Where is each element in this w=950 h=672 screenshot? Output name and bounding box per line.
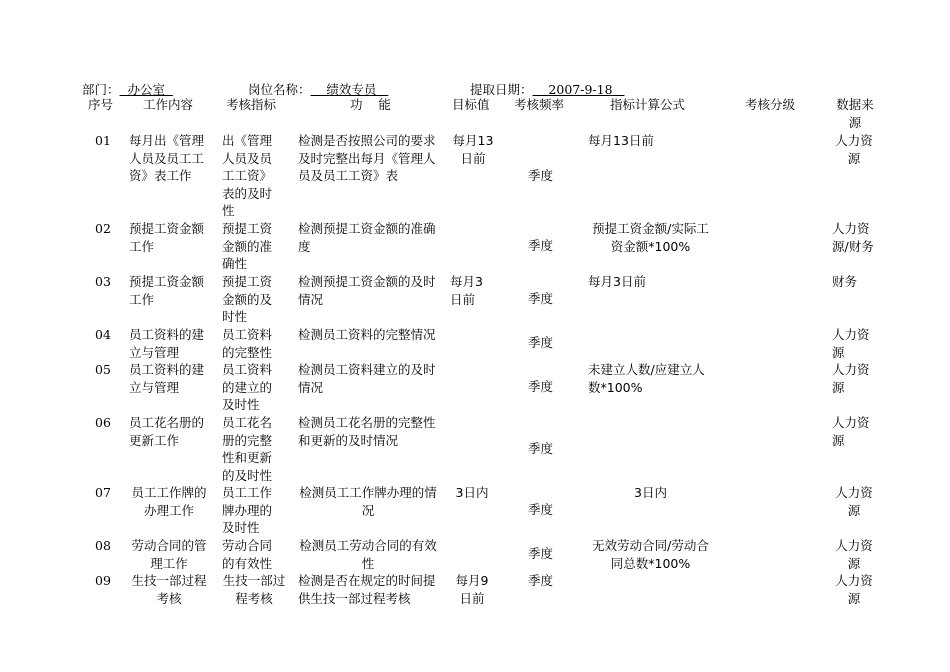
row-06-indicator: 员工花名册的完整性和更新的及时性 xyxy=(222,415,273,483)
row-08-formula: 无效劳动合同/劳动合同总数*100% xyxy=(592,538,709,571)
row-02-indicator: 预提工资金额的准确性 xyxy=(222,221,273,272)
date-value: 2007-9-18 xyxy=(532,82,625,97)
row-04-seq: 04 xyxy=(95,327,111,342)
col-header-formula: 指标计算公式 xyxy=(610,97,686,112)
row-08-source: 人力资源 xyxy=(835,538,873,571)
col-header-work: 工作内容 xyxy=(143,97,194,112)
row-02-source: 人力资源/财务 xyxy=(832,221,874,254)
row-03-target: 每月3日前 xyxy=(450,274,483,307)
row-08-freq: 季度 xyxy=(528,546,554,561)
row-03-function: 检测预提工资金额的及时情况 xyxy=(298,274,436,307)
row-03-source: 财务 xyxy=(832,274,858,289)
row-06-work: 员工花名册的更新工作 xyxy=(129,415,205,448)
col-header-function: 功 能 xyxy=(350,97,391,112)
row-04-function: 检测员工资料的完整情况 xyxy=(298,327,436,342)
row-05-work: 员工资料的建立与管理 xyxy=(129,362,205,395)
row-06-freq: 季度 xyxy=(528,441,554,456)
row-02-formula: 预提工资金额/实际工资金额*100% xyxy=(592,221,709,254)
row-05-indicator: 员工资料的建立的及时性 xyxy=(222,362,273,413)
row-04-freq: 季度 xyxy=(528,335,554,350)
row-09-source: 人力资源 xyxy=(835,573,873,606)
row-09-work: 生技一部过程考核 xyxy=(131,573,207,606)
row-07-freq: 季度 xyxy=(528,502,554,517)
row-06-seq: 06 xyxy=(95,415,111,430)
row-05-seq: 05 xyxy=(95,362,111,377)
row-07-indicator: 员工工作牌办理的及时性 xyxy=(222,485,273,536)
col-header-indicator: 考核指标 xyxy=(226,97,277,112)
row-02-seq: 02 xyxy=(95,221,111,236)
row-09-indicator: 生技一部过程考核 xyxy=(222,573,286,606)
row-05-function: 检测员工资料建立的及时情况 xyxy=(298,362,436,395)
row-04-work: 员工资料的建立与管理 xyxy=(129,327,205,360)
row-03-seq: 03 xyxy=(95,274,111,289)
row-09-function: 检测是否在规定的时间提供生技一部过程考核 xyxy=(298,573,436,606)
row-03-formula: 每月3日前 xyxy=(588,274,646,289)
col-header-freq: 考核频率 xyxy=(514,97,565,112)
row-08-function: 检测员工劳动合同的有效性 xyxy=(299,538,437,571)
row-07-source: 人力资源 xyxy=(835,485,873,518)
dept-label: 部门： xyxy=(82,82,120,97)
row-04-indicator: 员工资料的完整性 xyxy=(222,327,273,360)
row-08-seq: 08 xyxy=(95,538,111,553)
row-02-function: 检测预提工资金额的准确度 xyxy=(298,221,436,254)
row-07-function: 检测员工工作牌办理的情况 xyxy=(299,485,437,518)
row-09-freq: 季度 xyxy=(528,573,554,588)
row-05-formula: 未建立人数/应建立人数*100% xyxy=(588,362,705,395)
row-03-indicator: 预提工资金额的及时性 xyxy=(222,274,273,325)
row-07-formula: 3日内 xyxy=(634,485,667,500)
row-01-target: 每月13日前 xyxy=(452,133,494,166)
row-05-source: 人力资源 xyxy=(832,362,870,395)
col-header-seq: 序号 xyxy=(88,97,114,112)
col-header-grade: 考核分级 xyxy=(745,97,796,112)
row-08-work: 劳动合同的管理工作 xyxy=(131,538,207,571)
row-05-freq: 季度 xyxy=(528,379,554,394)
row-07-work: 员工工作牌的办理工作 xyxy=(131,485,207,518)
dept-value: 办公室 xyxy=(119,82,173,97)
row-01-seq: 01 xyxy=(95,133,111,148)
row-03-freq: 季度 xyxy=(528,291,554,306)
col-header-target: 目标值 xyxy=(452,97,490,112)
row-01-indicator: 出《管理人员及员工工资》表的及时性 xyxy=(222,133,273,219)
date-label: 提取日期： xyxy=(470,82,533,97)
row-06-source: 人力资源 xyxy=(832,415,870,448)
row-01-function: 检测是否按照公司的要求及时完整出每月《管理人员及员工工资》表 xyxy=(298,133,436,184)
row-04-source: 人力资源 xyxy=(832,327,870,360)
row-08-indicator: 劳动合同的有效性 xyxy=(222,538,273,571)
position-label: 岗位名称： xyxy=(248,82,311,97)
position-value: 绩效专员 xyxy=(310,82,389,97)
row-09-target: 每月9日前 xyxy=(455,573,489,606)
row-03-work: 预提工资金额工作 xyxy=(129,274,205,307)
row-01-freq: 季度 xyxy=(528,168,554,183)
row-01-work: 每月出《管理人员及员工工资》表工作 xyxy=(129,133,205,184)
row-06-function: 检测员工花名册的完整性和更新的及时情况 xyxy=(298,415,436,448)
col-header-source: 数据来源 xyxy=(836,97,874,130)
row-01-formula: 每月13日前 xyxy=(588,133,654,148)
row-07-seq: 07 xyxy=(95,485,111,500)
row-02-work: 预提工资金额工作 xyxy=(129,221,205,254)
row-02-freq: 季度 xyxy=(528,238,554,253)
row-01-source: 人力资源 xyxy=(835,133,873,166)
row-09-seq: 09 xyxy=(95,573,111,588)
row-07-target: 3日内 xyxy=(455,485,489,500)
